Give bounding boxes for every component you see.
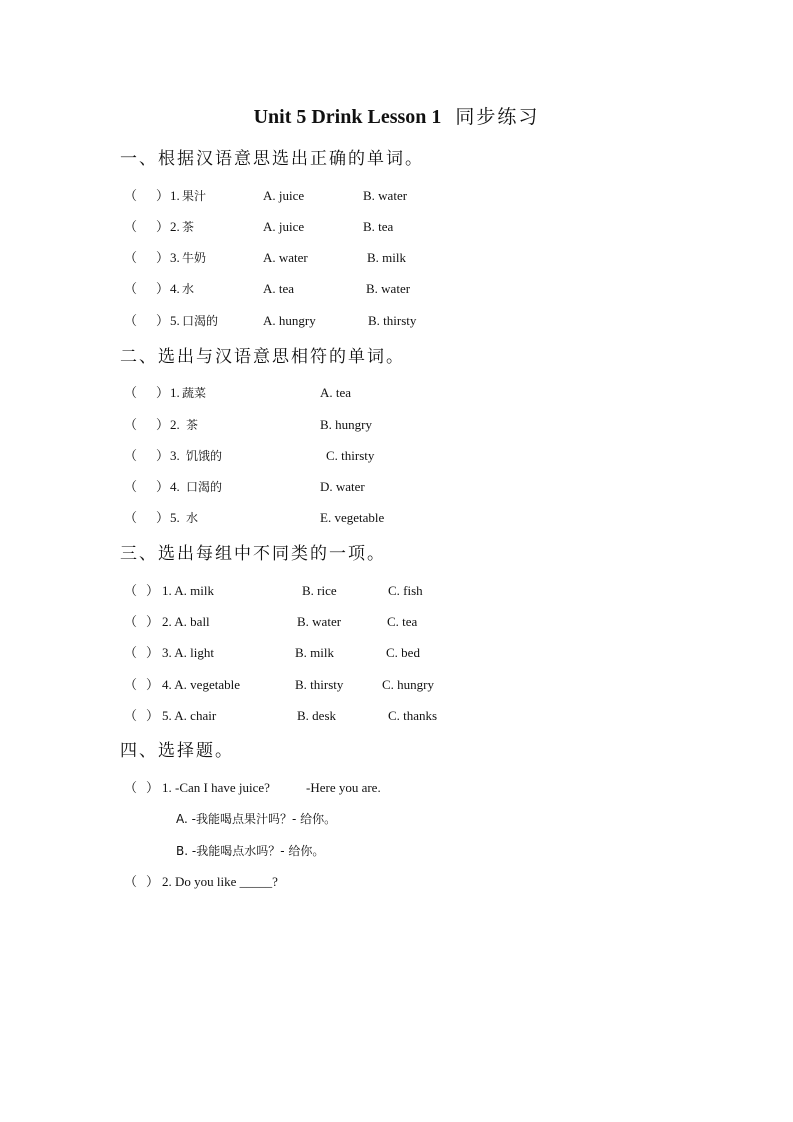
section-3-heading: 三、选出每组中不同类的一项。 [120, 544, 386, 564]
section-1-item-3 [0, 248, 793, 268]
option-b: B. tea [363, 219, 394, 234]
section-2-item-1 [0, 383, 793, 403]
title-english: Unit 5 Drink Lesson 1 [253, 106, 442, 128]
item-chinese-word: 茶 [182, 220, 195, 234]
option: C. thirsty [326, 448, 375, 463]
item-chinese-word: 牛奶 [182, 251, 207, 265]
section-1-item-5 [0, 311, 793, 331]
option-b: B. water [366, 281, 411, 296]
answer-blank-open: （ [124, 313, 138, 328]
option-a: 4. A. vegetable [162, 677, 240, 692]
item-number: 2. [170, 417, 180, 432]
item-number: 5. [170, 510, 180, 525]
item-chinese-word: 蔬菜 [182, 386, 207, 400]
question-1-option-a [176, 809, 336, 829]
answer-blank-open: （ [124, 385, 138, 400]
answer-blank-open: （ [124, 874, 138, 889]
answer-blank-close: ） [146, 645, 160, 660]
section-2-item-2 [0, 415, 793, 435]
item-number: 3. [170, 448, 180, 463]
option-a: A. tea [263, 281, 295, 296]
option-a: A. water [263, 250, 308, 265]
section-3-item-3 [0, 643, 793, 663]
answer-blank-close: ） [146, 780, 160, 795]
answer-blank-open: （ [124, 645, 138, 660]
item-chinese-word: 口渴的 [182, 314, 219, 328]
answer-blank-open: （ [124, 510, 138, 525]
option-a: 1. A. milk [162, 583, 215, 598]
item-number: 1. [170, 385, 180, 400]
option-c: C. fish [388, 583, 423, 598]
option-b: B. rice [302, 583, 337, 598]
option: D. water [320, 479, 365, 494]
option-a: 5. A. chair [162, 708, 217, 723]
item-number: 4. [170, 479, 180, 494]
answer-blank-open: （ [124, 708, 138, 723]
section-2-item-4 [0, 477, 793, 497]
answer-blank-close: ） [156, 448, 170, 463]
answer-blank-open: （ [124, 250, 138, 265]
option-a: A. juice [263, 188, 305, 203]
section-1-heading: 一、根据汉语意思选出正确的单词。 [120, 149, 424, 169]
title-chinese: 同步练习 [455, 106, 540, 128]
answer-blank-close: ） [156, 313, 170, 328]
item-number: 2. [170, 219, 180, 234]
item-chinese-word: 果汁 [182, 189, 207, 203]
answer-blank-open: （ [124, 614, 138, 629]
option-b: B. milk [295, 645, 335, 660]
section-4-question-1 [0, 778, 793, 798]
answer-blank-open: （ [124, 219, 138, 234]
option-b: B. thirsty [368, 313, 417, 328]
answer-blank-close: ） [146, 614, 160, 629]
answer-blank-close: ） [146, 874, 160, 889]
section-2-heading: 二、选出与汉语意思相符的单词。 [120, 347, 405, 367]
option-c: C. thanks [388, 708, 438, 723]
item-chinese-word: 饥饿的 [186, 449, 223, 463]
option-c: C. tea [387, 614, 418, 629]
option-c: C. hungry [382, 677, 434, 692]
option-a: 3. A. light [162, 645, 215, 660]
item-chinese-word: 水 [182, 282, 195, 296]
section-3-item-1 [0, 581, 793, 601]
answer-blank-open: （ [124, 479, 138, 494]
page-title [0, 103, 793, 131]
answer-blank-close: ） [156, 510, 170, 525]
section-2-item-3 [0, 446, 793, 466]
option-b-text: B. -我能喝点水吗？- 给你。 [176, 844, 325, 858]
section-4-question-2 [0, 872, 793, 892]
answer-blank-close: ） [146, 708, 160, 723]
answer-blank-close: ） [156, 219, 170, 234]
answer-blank-open: （ [124, 281, 138, 296]
option: E. vegetable [320, 510, 385, 525]
item-chinese-word: 口渴的 [186, 480, 223, 494]
answer-blank-close: ） [156, 385, 170, 400]
option-b: B. thirsty [295, 677, 344, 692]
item-number: 5. [170, 313, 180, 328]
option-b: B. milk [367, 250, 407, 265]
option-c: C. bed [386, 645, 420, 660]
option-a: A. hungry [263, 313, 316, 328]
answer-blank-open: （ [124, 780, 138, 795]
option-b: B. water [297, 614, 342, 629]
option: B. hungry [320, 417, 372, 432]
section-3-item-2 [0, 612, 793, 632]
option-b: B. water [363, 188, 408, 203]
question-text: 2. Do you like _____? [162, 874, 278, 889]
answer-blank-close: ） [146, 677, 160, 692]
answer-blank-close: ） [146, 583, 160, 598]
answer-blank-open: （ [124, 417, 138, 432]
section-2-item-5 [0, 508, 793, 528]
answer-blank-close: ） [156, 188, 170, 203]
option-a: 2. A. ball [162, 614, 210, 629]
option-a-text: A. -我能喝点果汁吗？- 给你。 [176, 812, 337, 826]
option-b: B. desk [297, 708, 336, 723]
answer-blank-close: ） [156, 479, 170, 494]
item-number: 4. [170, 281, 180, 296]
item-chinese-word: 水 [186, 511, 199, 525]
item-number: 1. [170, 188, 180, 203]
section-1-item-4 [0, 279, 793, 299]
answer-blank-close: ） [156, 281, 170, 296]
answer-blank-open: （ [124, 583, 138, 598]
answer-blank-close: ） [156, 417, 170, 432]
option-a: A. juice [263, 219, 305, 234]
option: A. tea [320, 385, 352, 400]
question-1-option-b [176, 841, 324, 861]
section-3-item-5 [0, 706, 793, 726]
section-4-heading: 四、选择题。 [120, 741, 234, 761]
item-chinese-word: 茶 [186, 418, 199, 432]
section-1-item-1 [0, 186, 793, 206]
answer-blank-open: （ [124, 448, 138, 463]
answer-blank-open: （ [124, 188, 138, 203]
item-number: 3. [170, 250, 180, 265]
answer-blank-close: ） [156, 250, 170, 265]
question-text: 1. -Can I have juice? [162, 780, 270, 795]
section-1-item-2 [0, 217, 793, 237]
answer-text: -Here you are. [306, 780, 381, 795]
answer-blank-open: （ [124, 677, 138, 692]
section-3-item-4 [0, 675, 793, 695]
